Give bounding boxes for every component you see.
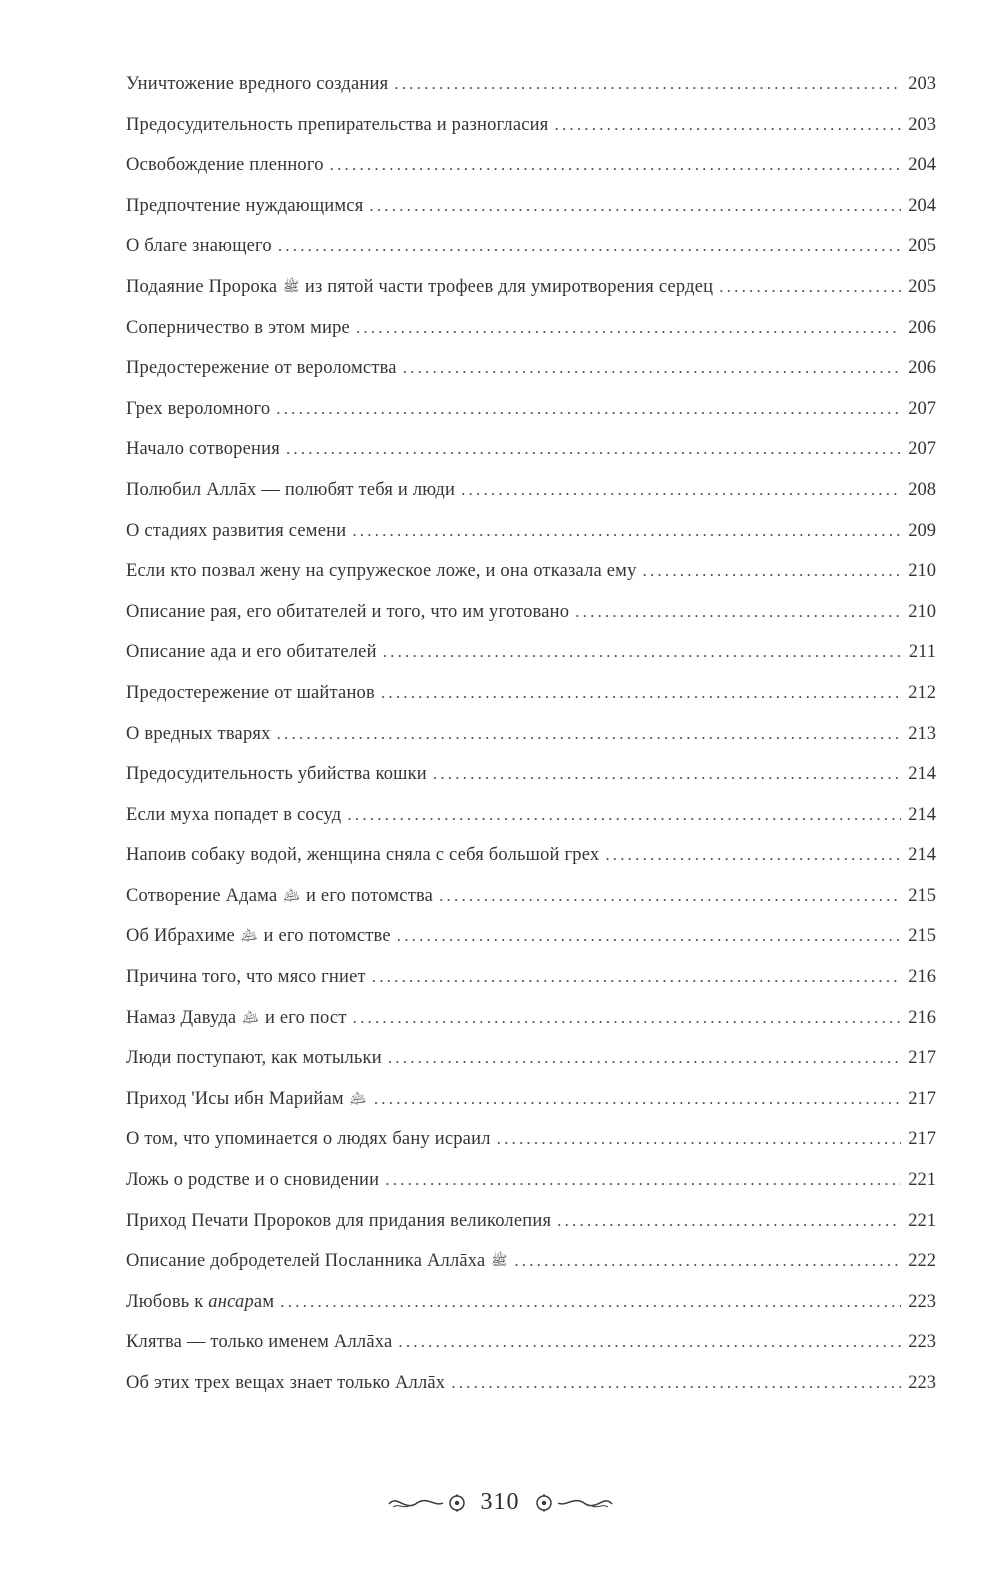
toc-entry	[126, 439, 936, 480]
toc-entry	[126, 480, 936, 521]
honorific-symbol: ﷺ	[283, 278, 300, 294]
toc-entry	[126, 1008, 936, 1049]
toc-entry-page: 217	[908, 1129, 936, 1150]
dot-leader	[398, 1332, 901, 1353]
toc-entry	[126, 399, 936, 440]
toc-entry-page: 213	[908, 723, 936, 744]
toc-entry-title: О благе знающего	[126, 236, 272, 257]
toc-entry	[126, 561, 936, 602]
toc-entry-title: Люди поступают, как мотыльки	[126, 1048, 382, 1069]
dot-leader	[276, 399, 901, 420]
toc-entry-title: Соперничество в этом мире	[126, 317, 350, 338]
toc-entry	[126, 1211, 936, 1252]
toc-entry-page: 210	[908, 601, 936, 622]
toc-entry-title: Приход Печати Пророков для придания великолепия	[126, 1210, 552, 1231]
footer-ornament-left-icon	[387, 1491, 471, 1515]
dot-leader	[497, 1129, 902, 1150]
toc-entry-page: 215	[908, 926, 936, 947]
page-footer	[0, 1489, 1000, 1516]
toc-entry-page: 209	[908, 520, 936, 541]
toc-entry-title: Предосудительность препирательства и разногласия	[126, 114, 549, 135]
dot-leader	[385, 1170, 901, 1191]
toc-entry	[126, 196, 936, 237]
toc-entry-title: Освобождение пленного	[126, 155, 324, 176]
toc-entry-page: 204	[908, 155, 936, 176]
toc-entry-page: 203	[908, 74, 936, 94]
toc-entry-title: Клятва — только именем Аллāха	[126, 1332, 393, 1353]
toc-entry-title: Описание добродетелей Посланника Аллāха ﷺ	[126, 1251, 508, 1272]
toc-entry-page: 207	[908, 398, 936, 419]
toc-entry-page: 223	[908, 1291, 936, 1312]
toc-entry-page: 211	[908, 642, 936, 663]
toc-entry-title: Подаяние Пророка ﷺ из пятой части трофеев для умиротворения сердец	[126, 276, 714, 297]
toc-entry	[126, 1332, 936, 1373]
toc-entry	[126, 886, 936, 927]
dot-leader	[352, 521, 901, 542]
toc-entry	[126, 724, 936, 765]
toc-entry	[126, 1089, 936, 1130]
toc-entry-page: 212	[908, 682, 936, 703]
toc-entry-title: Приход 'Исы ибн Марийам ﵇	[126, 1088, 367, 1109]
dot-leader	[461, 480, 901, 501]
toc-entry-title: Если кто позвал жену на супружеское ложе, и она отказала ему	[126, 561, 637, 582]
dot-leader	[403, 358, 902, 379]
toc-entry-title: Если муха попадет в сосуд	[126, 804, 342, 825]
toc-entry-title: О стадиях развития семени	[126, 520, 347, 541]
toc-entry-title: Полюбил Аллāх — полюбят тебя и люди	[126, 479, 456, 500]
toc-entry-page: 205	[908, 276, 936, 297]
toc-entry	[126, 1129, 936, 1170]
dot-leader	[605, 845, 901, 866]
toc-entry-page: 203	[908, 114, 936, 135]
toc-entry-title: Об Ибрахиме ﵇ и его потомстве	[126, 926, 391, 947]
dot-leader	[397, 926, 901, 947]
toc-entry	[126, 1292, 936, 1333]
dot-leader	[439, 886, 901, 907]
toc-entry-title: Причина того, что мясо гниет	[126, 967, 366, 988]
toc-entry-page: 222	[908, 1251, 936, 1272]
dot-leader	[433, 764, 901, 785]
toc-entry-page: 223	[908, 1373, 936, 1393]
dot-leader	[575, 602, 901, 623]
toc-entry	[126, 1048, 936, 1089]
dot-leader	[451, 1373, 901, 1394]
dot-leader	[330, 155, 902, 176]
toc-entry-page: 215	[908, 885, 936, 906]
toc-entry	[126, 1170, 936, 1211]
toc-entry	[126, 967, 936, 1008]
toc-entry-page: 210	[908, 561, 936, 582]
dot-leader	[514, 1251, 901, 1272]
toc-entry-page: 206	[908, 317, 936, 338]
dot-leader	[356, 318, 901, 339]
toc-entry-title: Предпочтение нуждающимся	[126, 195, 364, 216]
toc-entry	[126, 277, 936, 318]
toc-entry-title: Об этих трех вещах знает только Аллāх	[126, 1373, 446, 1393]
toc-entry-title: Предосудительность убийства кошки	[126, 764, 427, 785]
dot-leader	[280, 1292, 901, 1313]
toc-entry-title: Предостережение от шайтанов	[126, 682, 375, 703]
toc-entry-page: 221	[908, 1210, 936, 1231]
toc-entry	[126, 805, 936, 846]
toc-entry-page: 206	[908, 358, 936, 379]
dot-leader	[719, 277, 901, 298]
dot-leader	[372, 967, 901, 988]
honorific-symbol: ﵇	[349, 1090, 367, 1106]
toc-entry-title: Намаз Давуда ﵇ и его пост	[126, 1007, 347, 1028]
dot-leader	[374, 1089, 901, 1110]
toc-entry-title: Описание ада и его обитателей	[126, 642, 377, 663]
toc-entry	[126, 358, 936, 399]
toc-entry	[126, 602, 936, 643]
toc-entry-page: 216	[908, 1007, 936, 1028]
toc-entry-title: Любовь к ансарам	[126, 1291, 275, 1312]
toc-entry-page: 216	[908, 967, 936, 988]
toc-entry-title: О вредных тварях	[126, 723, 271, 744]
toc-entry	[126, 683, 936, 724]
toc-entry	[126, 642, 936, 683]
toc-entry-page: 214	[908, 804, 936, 825]
toc-entry-page: 217	[908, 1048, 936, 1069]
toc-entry-page: 208	[908, 479, 936, 500]
toc-entry-title: Уничтожение вредного создания	[126, 74, 389, 94]
honorific-symbol: ﵇	[283, 887, 301, 903]
dot-leader	[394, 74, 901, 95]
toc-entry-title: Предостережение от вероломства	[126, 358, 397, 379]
dot-leader	[347, 805, 901, 826]
toc-entry-title: Ложь о родстве и о сновидении	[126, 1170, 380, 1191]
toc-entry-page: 223	[908, 1332, 936, 1353]
toc-entry-page: 214	[908, 845, 936, 866]
dot-leader	[381, 683, 901, 704]
toc-entry	[126, 318, 936, 359]
toc-entry-title: Грех вероломного	[126, 398, 271, 419]
honorific-symbol: ﷺ	[491, 1253, 508, 1269]
dot-leader	[278, 236, 901, 257]
toc-entry-page: 217	[908, 1088, 936, 1109]
dot-leader	[643, 561, 902, 582]
toc-entry	[126, 1373, 936, 1414]
toc-entry	[126, 926, 936, 967]
honorific-symbol: ﵇	[240, 928, 258, 944]
toc-entry-title: Сотворение Адама ﵇ и его потомства	[126, 885, 434, 906]
footer-ornament-right-icon	[530, 1491, 614, 1515]
dot-leader	[383, 642, 902, 663]
toc-entry	[126, 845, 936, 886]
honorific-symbol: ﵇	[242, 1009, 260, 1025]
toc-entry-title: Начало сотворения	[126, 439, 280, 460]
toc-entry	[126, 521, 936, 562]
toc-entry	[126, 236, 936, 277]
toc-entry-title: Описание рая, его обитателей и того, что им уготовано	[126, 601, 570, 622]
dot-leader	[388, 1048, 901, 1069]
toc-entry-page: 204	[908, 195, 936, 216]
toc-list	[126, 74, 936, 1414]
toc-entry	[126, 155, 936, 196]
toc-entry-page: 221	[908, 1170, 936, 1191]
toc-entry-page: 214	[908, 764, 936, 785]
toc-entry-title: Напоив собаку водой, женщина сняла с себя большой грех	[126, 845, 600, 866]
dot-leader	[557, 1211, 901, 1232]
toc-entry	[126, 115, 936, 156]
toc-entry	[126, 1251, 936, 1292]
toc-entry-page: 207	[908, 439, 936, 460]
dot-leader	[277, 724, 902, 745]
dot-leader	[353, 1008, 902, 1029]
dot-leader	[286, 439, 901, 460]
toc-entry-page: 205	[908, 236, 936, 257]
page-number: 310	[480, 1489, 520, 1515]
dot-leader	[369, 196, 901, 217]
dot-leader	[555, 115, 902, 136]
toc-entry	[126, 74, 936, 115]
toc-entry-title: О том, что упоминается о людях бану исраил	[126, 1129, 491, 1150]
toc-entry	[126, 764, 936, 805]
